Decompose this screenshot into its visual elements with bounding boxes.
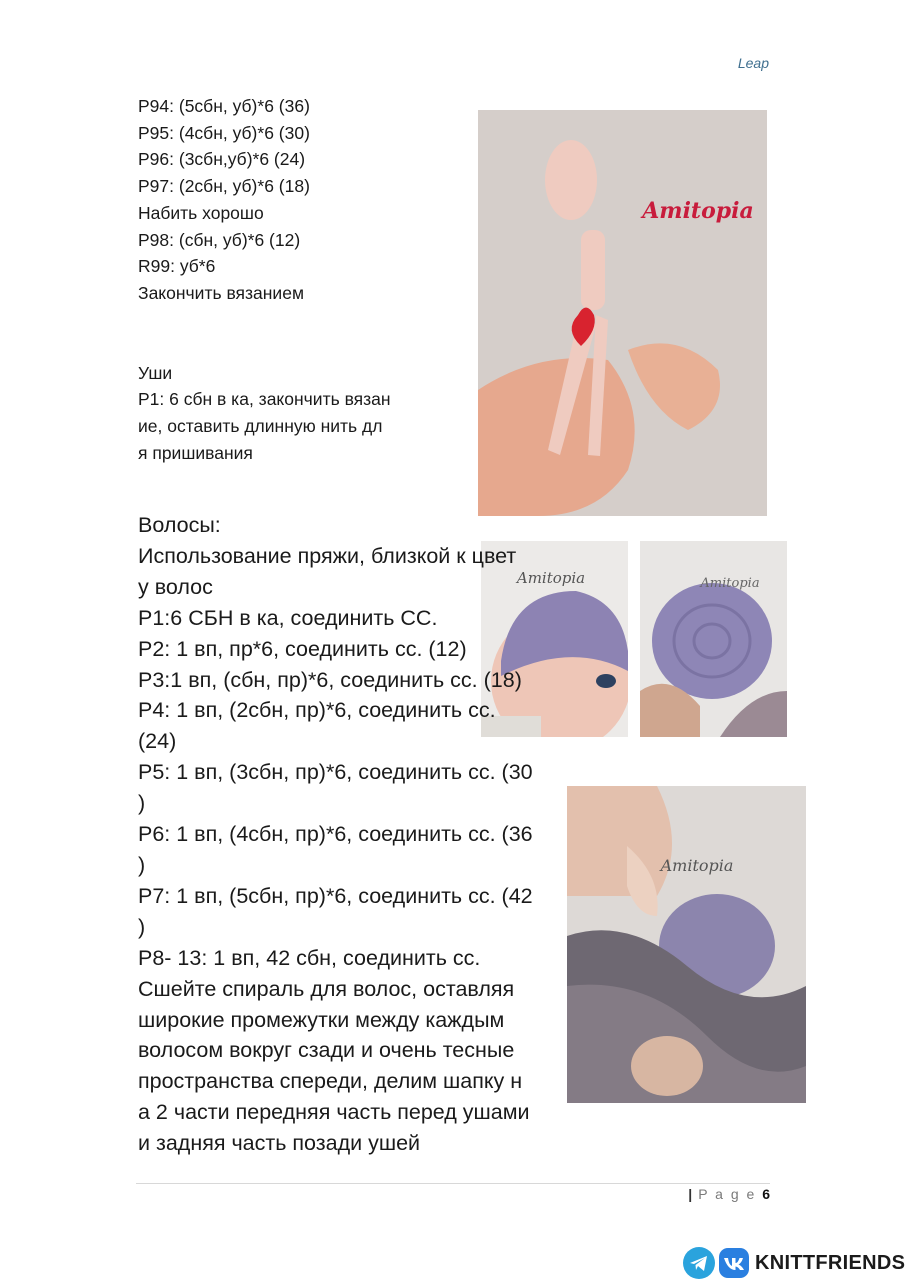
hair-row: пространства спереди, делим шапку н xyxy=(138,1069,523,1094)
watermark-text: Amitopia xyxy=(660,856,734,875)
pattern-row: Р94: (5сбн, уб)*6 (36) xyxy=(138,96,310,116)
hair-attaching-photo xyxy=(567,786,806,1103)
hair-row: Р8- 13: 1 вп, 42 сбн, соединить сс. xyxy=(138,945,481,970)
pattern-row: Р97: (2сбн, уб)*6 (18) xyxy=(138,176,310,197)
pattern-rows-body xyxy=(138,93,468,466)
hair-instructions xyxy=(138,510,558,1159)
hair-row: Р2: 1 вп, пр*6, соединить сс. (12) xyxy=(138,636,467,661)
pattern-row: Р98: (сбн, уб)*6 (12) xyxy=(138,229,301,250)
hair-row: Р7: 1 вп, (5сбн, пр)*6, соединить сс. (42 xyxy=(138,883,533,908)
pattern-row: Набить хорошо xyxy=(138,202,264,223)
hair-row: Р5: 1 вп, (3сбн, пр)*6, соединить сс. (30 xyxy=(138,760,533,785)
hair-row: Р1:6 СБН в ка, соединить СС. xyxy=(138,605,438,630)
page-separator: | xyxy=(688,1186,695,1202)
pattern-row: Р96: (3сбн,уб)*6 (24) xyxy=(138,149,306,170)
telegram-icon xyxy=(683,1247,715,1279)
hair-row: широкие промежутки между каждым xyxy=(138,1007,505,1032)
watermark-text: Amitopia xyxy=(516,569,586,587)
page-number xyxy=(688,1186,770,1202)
watermark-text: Amitopia xyxy=(642,198,754,224)
spacer xyxy=(138,307,468,360)
hair-row: Сшейте спираль для волос, оставляя xyxy=(138,976,515,1001)
hair-row: ) xyxy=(138,914,146,939)
pattern-row: R99: уб*6 xyxy=(138,256,216,277)
vk-icon xyxy=(719,1248,749,1278)
hair-row: и задняя часть позади ушей xyxy=(138,1131,421,1156)
page-label: P a g e xyxy=(698,1186,757,1202)
hat-cap-photo xyxy=(640,541,787,737)
doll-body-photo xyxy=(478,110,767,516)
ears-heading: Уши xyxy=(138,362,173,383)
brand-watermark xyxy=(683,1246,905,1280)
hair-row: ) xyxy=(138,852,146,877)
hair-row: Использование пряжи, близкой к цвет xyxy=(138,543,517,568)
hair-row: Р3:1 вп, (сбн, пр)*6, соединить сс. (18) xyxy=(138,667,522,692)
pattern-row: Закончить вязанием xyxy=(138,282,304,303)
watermark-text: Amitopia xyxy=(700,576,760,591)
pattern-row: Р95: (4сбн, уб)*6 (30) xyxy=(138,122,310,143)
header-title: Leap xyxy=(737,55,769,71)
hair-row: у волос xyxy=(138,574,213,599)
brand-name: KNITTFRIENDS xyxy=(755,1251,905,1274)
footer-divider xyxy=(136,1183,770,1184)
hair-row: Р4: 1 вп, (2сбн, пр)*6, соединить сс. xyxy=(138,698,496,723)
hair-row: Р6: 1 вп, (4сбн, пр)*6, соединить сс. (36 xyxy=(138,822,533,847)
page-number-value: 6 xyxy=(762,1186,770,1202)
hair-row: (24) xyxy=(138,729,177,754)
ears-row: Р1: 6 сбн в ка, закончить вязан xyxy=(138,389,391,410)
hair-heading: Волосы: xyxy=(138,513,221,537)
hair-row: волосом вокруг сзади и очень тесные xyxy=(138,1038,515,1063)
ears-row: я пришивания xyxy=(138,442,253,463)
hair-row: ) xyxy=(138,791,146,816)
hair-row: а 2 части передняя часть перед ушами xyxy=(138,1100,530,1125)
ears-row: ие, оставить длинную нить дл xyxy=(138,416,383,437)
